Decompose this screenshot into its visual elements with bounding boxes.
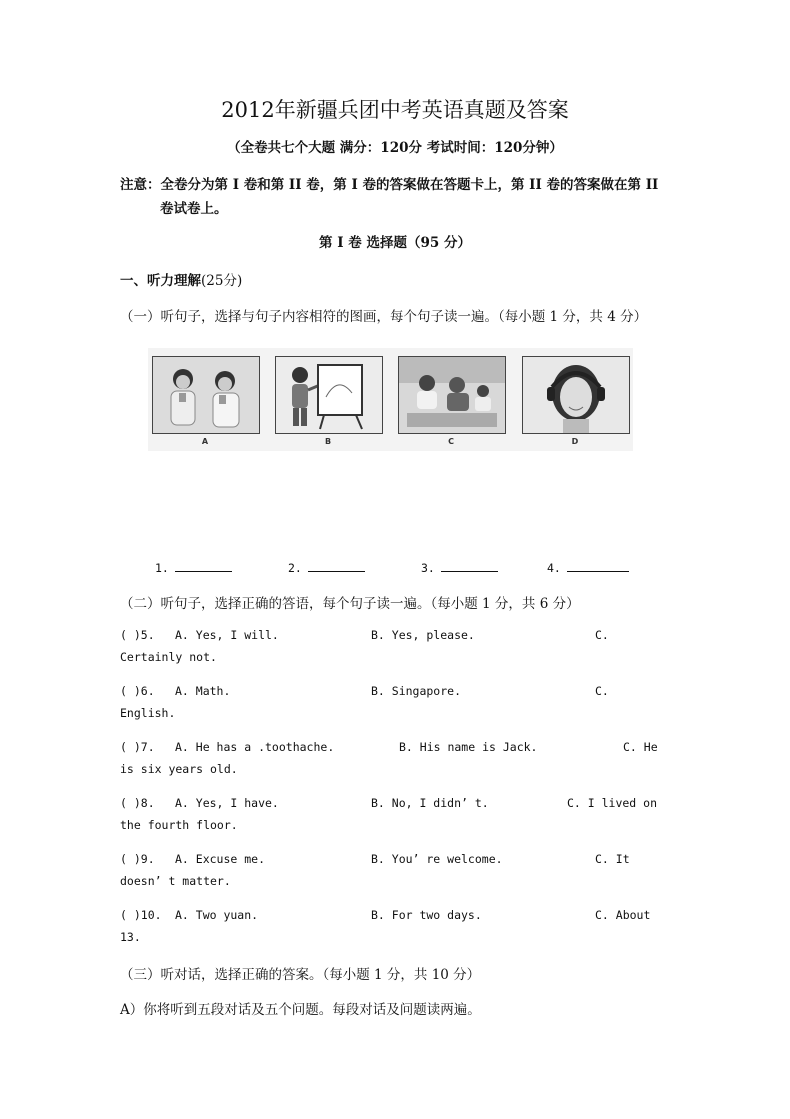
- question-5-option-c-text: Certainly not.: [120, 650, 217, 664]
- picture-strip: [148, 348, 633, 451]
- picture-label-d: D: [571, 437, 579, 446]
- part-title: 第 I 卷 选择题（95 分）: [319, 235, 471, 251]
- question-9-option-c-text: doesn’ t matter.: [120, 874, 231, 888]
- subsection-3a-instructions: A）你将听到五段对话及五个问题。每段对话及问题读两遍。: [120, 1002, 481, 1018]
- note-line-2: 卷试卷上。: [160, 201, 228, 217]
- exam-info: （全卷共七个大题 满分：120分 考试时间：120分钟）: [227, 140, 563, 156]
- picture-label-b: B: [324, 437, 332, 446]
- question-10-option-c: C. About: [595, 908, 651, 922]
- note-line-1: 注意：全卷分为第 I 卷和第 II 卷，第 I 卷的答案做在答题卡上，第 II 卷的答案做在第 II: [120, 177, 659, 193]
- answer-blank-2[interactable]: 2.: [288, 559, 365, 575]
- picture-label-c: C: [448, 437, 454, 446]
- question-8-option-c-text: the fourth floor.: [120, 818, 238, 832]
- question-7-number: ( )7.: [120, 740, 155, 754]
- answer-blank-3[interactable]: 3.: [421, 559, 498, 575]
- question-5-option-c: C.: [595, 628, 609, 642]
- question-6-option-c-text: English.: [120, 706, 176, 720]
- girl-painting-easel-icon: [275, 356, 383, 434]
- question-5-option-a: A. Yes, I will.: [175, 628, 279, 642]
- question-5-option-b: B. Yes, please.: [371, 628, 475, 642]
- subsection-2-instructions: （二）听句子，选择正确的答语，每个句子读一遍。（每小题 1 分，共 6 分）: [120, 596, 580, 612]
- question-10-number: ( )10.: [120, 908, 162, 922]
- blank-line: [441, 559, 498, 572]
- question-6-option-b: B. Singapore.: [371, 684, 462, 698]
- question-10-option-a: A. Two yuan.: [175, 908, 259, 922]
- question-10-option-b: B. For two days.: [371, 908, 482, 922]
- question-8-number: ( )8.: [120, 796, 155, 810]
- question-5-number: ( )5.: [120, 628, 155, 642]
- question-9-option-a: A. Excuse me.: [175, 852, 266, 866]
- subsection-3-instructions: （三）听对话，选择正确的答案。（每小题 1 分，共 10 分）: [120, 967, 481, 983]
- question-8-option-c: C. I lived on: [567, 796, 658, 810]
- question-6-option-c: C.: [595, 684, 609, 698]
- question-9-option-c: C. It: [595, 852, 630, 866]
- section-heading-title: 一、听力理解: [120, 273, 201, 289]
- question-10-option-c-text: 13.: [120, 930, 141, 944]
- family-picnic-icon: [398, 356, 506, 434]
- blank-line: [175, 559, 232, 572]
- answer-blank-1[interactable]: 1.: [155, 559, 232, 575]
- question-6-option-a: A. Math.: [175, 684, 231, 698]
- question-8-option-b: B. No, I didn’ t.: [371, 796, 489, 810]
- picture-label-a: A: [201, 437, 209, 446]
- question-7-option-c-text: is six years old.: [120, 762, 238, 776]
- blank-line: [308, 559, 365, 572]
- question-8-option-a: A. Yes, I have.: [175, 796, 279, 810]
- subsection-1-instructions: （一）听句子，选择与句子内容相符的图画，每个句子读一遍。（每小题 1 分，共 4 分）: [120, 309, 648, 325]
- section-heading: [120, 269, 242, 289]
- blank-line: [567, 559, 629, 572]
- two-girls-drinking-icon: [152, 356, 260, 434]
- question-9-number: ( )9.: [120, 852, 155, 866]
- question-7-option-b: B. His name is Jack.: [399, 740, 538, 754]
- girl-headphones-icon: [522, 356, 630, 434]
- question-7-option-a: A. He has a .toothache.: [175, 740, 335, 754]
- answer-blank-4[interactable]: 4.: [547, 559, 629, 575]
- section-heading-points: (25分): [201, 273, 243, 289]
- question-6-number: ( )6.: [120, 684, 155, 698]
- page-title: 2012年新疆兵团中考英语真题及答案: [221, 98, 569, 122]
- question-7-option-c: C. He: [623, 740, 658, 754]
- question-9-option-b: B. You’ re welcome.: [371, 852, 503, 866]
